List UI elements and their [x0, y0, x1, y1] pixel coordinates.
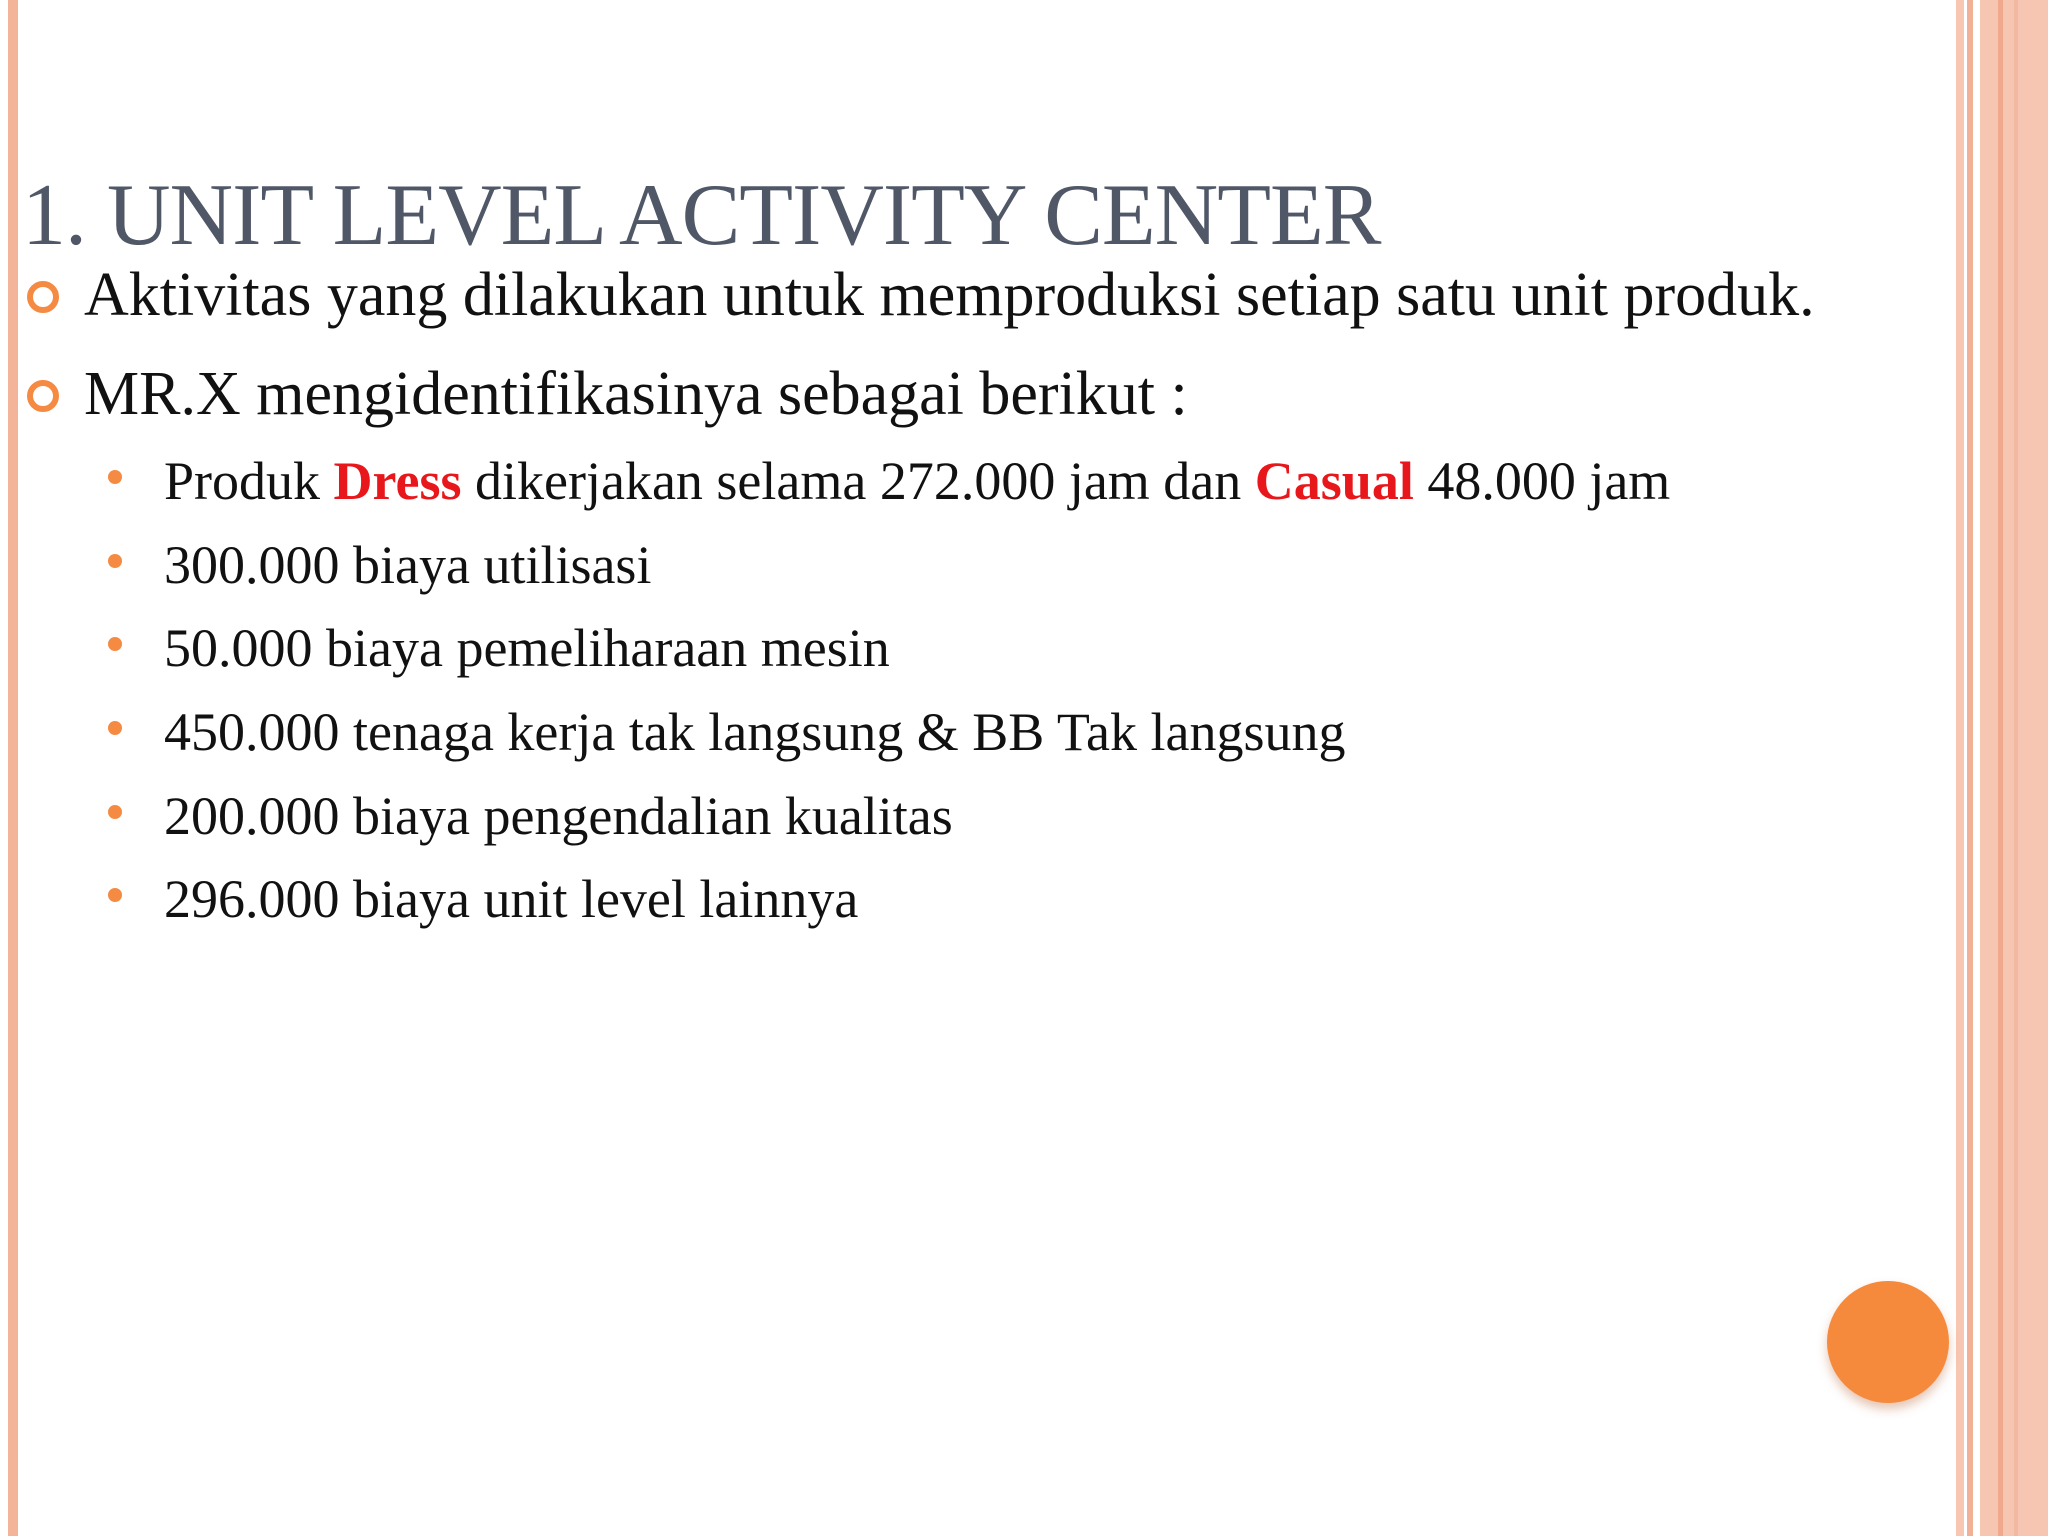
sub-bullet-text: 200.000 biaya pengendalian kualitas: [164, 786, 953, 846]
dot-bullet-icon: [108, 721, 122, 735]
sub-bullet-text: 50.000 biaya pemeliharaan mesin: [164, 618, 890, 678]
dot-bullet-icon: [108, 554, 122, 568]
ring-bullet-icon: [27, 380, 59, 412]
product-dress-highlight: Dress: [333, 451, 462, 511]
sub-bullet-text: 450.000 tenaga kerja tak langsung & BB Tak langsung: [164, 702, 1346, 762]
bullet-text: Aktivitas yang dilakukan untuk memproduksi setiap satu unit produk.: [84, 261, 1815, 329]
slide-title: 1. UNIT LEVEL ACTIVITY CENTER: [22, 167, 1381, 264]
product-casual-highlight: Casual: [1254, 451, 1414, 511]
text-run: 48.000 jam: [1413, 451, 1671, 511]
text-run: dikerjakan selama 272.000 jam dan: [461, 451, 1255, 511]
dot-bullet-icon: [108, 805, 122, 819]
ring-bullet-icon: [27, 281, 59, 313]
sub-bullet-text: 296.000 biaya unit level lainnya: [164, 869, 859, 929]
decorative-circle: [1827, 1281, 1949, 1403]
text-run: Produk: [164, 451, 334, 511]
sub-bullet-text: 300.000 biaya utilisasi: [164, 535, 652, 595]
bullet-text: MR.X mengidentifikasinya sebagai berikut :: [84, 360, 1188, 428]
left-decor-stripe: [8, 0, 18, 1536]
right-decor-band: [1980, 0, 2048, 1536]
dot-bullet-icon: [108, 470, 122, 484]
right-decor-stripe: [1956, 0, 1964, 1536]
dot-bullet-icon: [108, 888, 122, 902]
sub-bullet-text: [164, 450, 1670, 512]
dot-bullet-icon: [108, 637, 122, 651]
right-decor-stripe: [1967, 0, 1973, 1536]
